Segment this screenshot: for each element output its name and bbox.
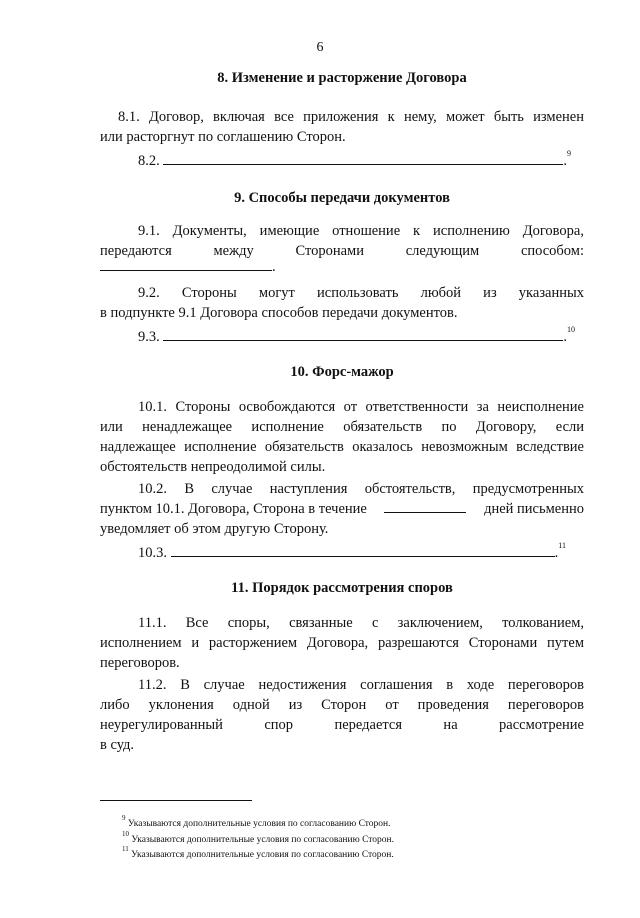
- page-number: 6: [316, 40, 324, 55]
- footnote-10-text: Указываются дополнительные условия по согласованию Сторон.: [131, 835, 395, 846]
- footnote-11-text: Указываются дополнительные условия по согласованию Сторон.: [131, 850, 394, 861]
- s9-p1-blank: [100, 258, 276, 276]
- footnote-ref-10: 10: [567, 325, 575, 334]
- s10-p2-line2-end: дней письменно: [484, 501, 584, 517]
- s10-p3-period: .: [554, 544, 559, 561]
- blank-line-9-3: [163, 328, 563, 341]
- s9-p1-line1: 9.1. Документы, имеющие отношение к исполнению Договора,: [138, 223, 584, 239]
- s11-p2-line3: неурегулированный спор передается на рассмотрение: [100, 717, 584, 733]
- s8-p1-line1: 8.1. Договор, включая все приложения к нему, может быть изменен: [118, 109, 584, 125]
- s8-p2-number: 8.2.: [138, 152, 160, 169]
- s11-p1-line2: исполнением и расторжением Договора, разрешаются Сторонами путем: [100, 635, 584, 651]
- footnote-ref-9: 9: [567, 149, 571, 158]
- s11-p2-line2: либо уклонения одной из Сторон от проведения переговоров: [100, 697, 584, 713]
- s10-p2-line2: [100, 500, 584, 518]
- s11-p2-line1: 11.2. В случае недостижения соглашения в ходе переговоров: [138, 677, 584, 693]
- footnote-10: [122, 832, 394, 845]
- s10-p1-line3: надлежащее исполнение обязательств оказалось невозможным вследствие: [100, 439, 584, 455]
- blank-line-9-1: [100, 258, 272, 271]
- s11-p1-line1: 11.1. Все споры, связанные с заключением, толкованием,: [138, 615, 584, 631]
- section-11-heading: 11. Порядок рассмотрения споров: [231, 580, 453, 596]
- s9-p3: [138, 324, 575, 346]
- blank-line-8-2: [163, 152, 563, 165]
- section-8-heading: 8. Изменение и расторжение Договора: [217, 70, 467, 86]
- footnote-9: [122, 816, 391, 829]
- s10-p1-line1: 10.1. Стороны освобождаются от ответственности за неисполнение: [138, 399, 584, 415]
- s9-p1-line2: передаются между Сторонами следующим способом:: [100, 243, 584, 259]
- s10-p1-line4: обстоятельств непреодолимой силы.: [100, 459, 326, 475]
- s9-p1-period: .: [272, 259, 276, 275]
- s9-p3-period: .: [563, 328, 567, 345]
- footnote-separator: [100, 800, 252, 801]
- s9-p3-number: 9.3.: [138, 328, 160, 345]
- s10-p3-number: 10.3.: [138, 544, 167, 561]
- s8-p1-line2: или расторгнут по соглашению Сторон.: [100, 129, 346, 145]
- s10-p2-line2-start: пунктом 10.1. Договора, Сторона в течение: [100, 501, 367, 517]
- footnote-10-number: 10: [122, 830, 129, 838]
- s10-p3: [138, 540, 566, 562]
- footnote-ref-11: 11: [558, 541, 566, 550]
- blank-line-10-3: [171, 544, 555, 557]
- s9-p2-line1: 9.2. Стороны могут использовать любой из указанных: [138, 285, 584, 301]
- s9-p2-line2: в подпункте 9.1 Договора способов передачи документов.: [100, 305, 458, 321]
- s10-p1-line2: или ненадлежащее исполнение обязательств по Договору, если: [100, 419, 584, 435]
- s11-p1-line3: переговоров.: [100, 655, 180, 671]
- section-9-heading: 9. Способы передачи документов: [234, 190, 450, 206]
- s10-p2-line1: 10.2. В случае наступления обстоятельств, предусмотренных: [138, 481, 584, 497]
- footnote-11: [122, 847, 394, 860]
- footnote-11-number: 11: [122, 845, 129, 853]
- s10-p2-line3: уведомляет об этом другую Сторону.: [100, 521, 329, 537]
- s8-p2-period: .: [563, 152, 567, 169]
- section-10-heading: 10. Форс-мажор: [290, 364, 394, 380]
- footnote-9-text: Указываются дополнительные условия по согласованию Сторон.: [127, 819, 391, 830]
- blank-days: [384, 500, 466, 513]
- s11-p2-line4: в суд.: [100, 737, 135, 753]
- footnote-9-number: 9: [122, 814, 126, 822]
- s8-p2: [138, 148, 571, 170]
